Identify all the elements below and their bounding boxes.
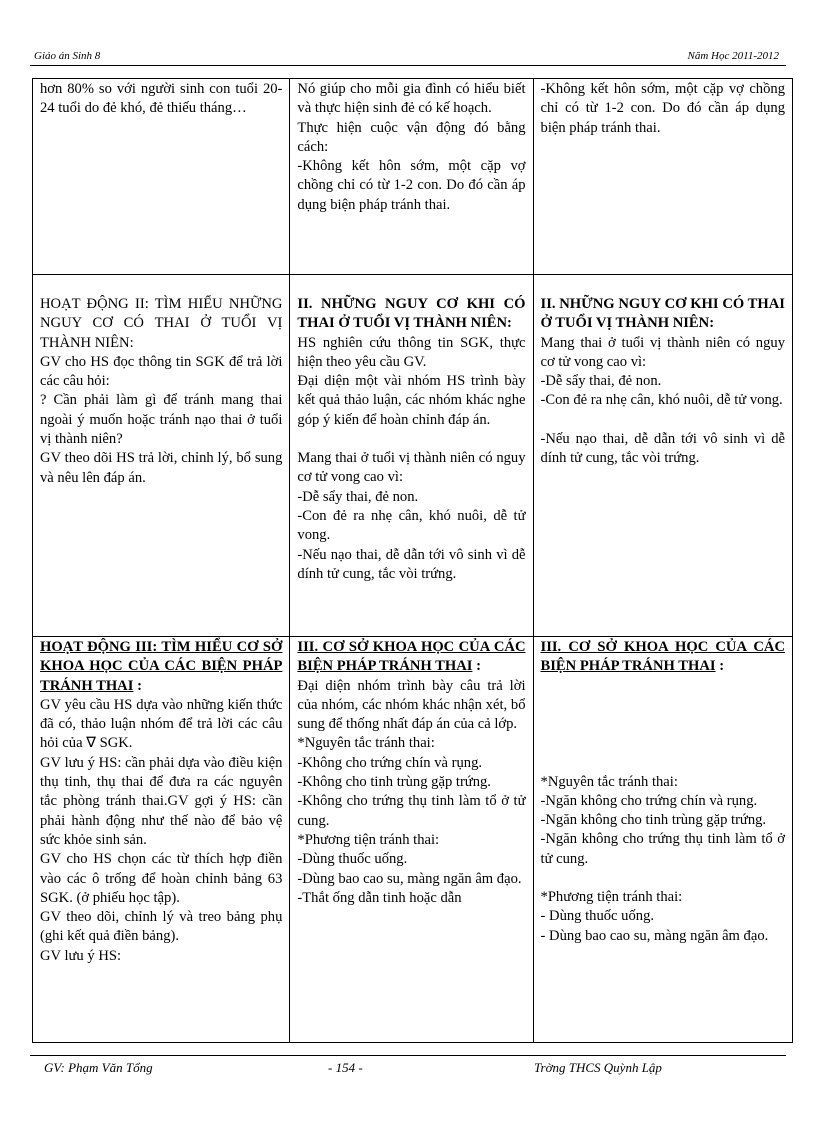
paragraph: GV lưu ý HS: — [40, 947, 122, 964]
paragraph: -Con đẻ ra nhẹ cân, khó nuôi, dễ tử vong. — [540, 392, 783, 409]
paragraph: -Không kết hôn sớm, một cặp vợ chồng chỉ có từ 1-2 con. Do đó cần áp dụng biện pháp tránh thai. — [297, 158, 526, 213]
paragraph: - Dùng thuốc uống. — [540, 908, 655, 925]
paragraph: -Dùng bao cao su, màng ngăn âm đạo. — [297, 870, 522, 887]
cell-student-activity — [290, 79, 533, 275]
footer-rule — [30, 1055, 786, 1056]
cell-student-activity — [290, 275, 533, 637]
section-heading-text: III. CƠ SỞ KHOA HỌC CỦA CÁC BIỆN PHÁP TRÁNH THAI — [540, 639, 785, 675]
paragraph: *Phương tiện tránh thai: — [540, 889, 683, 906]
cell-teacher-activity — [33, 637, 290, 1043]
paragraph: Mang thai ở tuổi vị thành niên có nguy cơ tử vong cao vì: — [540, 334, 785, 370]
paragraph: GV yêu cầu HS dựa vào những kiến thức đã có, thảo luận nhóm để trả lời các câu hỏi của ∇ SGK. — [40, 696, 283, 752]
section-heading — [541, 638, 785, 677]
paragraph: HS nghiên cứu thông tin SGK, thực hiện theo yêu cầu GV. — [297, 334, 526, 370]
footer-school: Trờng THCS Quỳnh Lập — [534, 1060, 662, 1075]
section-heading: II. NHỮNG NGUY CƠ KHI CÓ THAI Ở TUỔI VỊ THÀNH NIÊN: — [540, 296, 785, 332]
header-rule — [30, 65, 786, 66]
paragraph: Đại diện một vài nhóm HS trình bày kết quả thảo luận, các nhóm khác nghe góp ý kiến để hoàn chỉnh đáp án. — [297, 373, 526, 428]
paragraph: -Ngăn không cho tinh trùng gặp trứng. — [540, 812, 767, 829]
paragraph: -Nếu nạo thai, dễ dẫn tới vô sinh vì dễ dính tử cung, tắc vòi trứng. — [297, 546, 526, 582]
paragraph: -Con đẻ ra nhẹ cân, khó nuôi, dễ tử vong. — [297, 507, 526, 544]
paragraph: Đại diện nhóm trình bày câu trả lời của nhóm, các nhóm khác nhận xét, bổ sung để thống nhất đáp án của cả lớp. — [297, 677, 526, 733]
header-right: Năm Học 2011-2012 — [687, 50, 779, 62]
paragraph: -Không kết hôn sớm, một cặp vợ chồng chỉ có từ 1-2 con. Do đó cần áp dụng biện pháp tránh thai. — [540, 81, 785, 136]
table-row — [33, 275, 793, 637]
paragraph: GV lưu ý HS: cần phải dựa vào điều kiện thụ tinh, thụ thai để đưa ra các nguyên tắc phòng tránh thai.GV gợi ý HS: cần phải hành động như thế nào để bảo vệ sức khỏe sinh sản. — [40, 754, 283, 848]
paragraph: -Dùng thuốc uống. — [297, 851, 408, 868]
paragraph: -Ngăn không cho trứng chín và rụng. — [540, 792, 758, 809]
cell-student-activity — [290, 637, 533, 1043]
paragraph: -Thắt ống dẫn tinh hoặc dẫn — [297, 889, 462, 906]
paragraph: *Phương tiện tránh thai: — [297, 831, 440, 848]
paragraph: GV theo dõi, chỉnh lý và treo bảng phụ (ghi kết quả điền bảng). — [40, 909, 283, 945]
cell-teacher-activity — [33, 275, 290, 637]
section-heading-text: III. CƠ SỞ KHOA HỌC CỦA CÁC BIỆN PHÁP TRÁNH THAI — [297, 639, 526, 675]
paragraph: Nó giúp cho mỗi gia đình có hiểu biết và thực hiện sinh đẻ có kế hoạch. — [297, 81, 526, 117]
table-row — [33, 637, 793, 1043]
paragraph: -Dễ sẩy thai, đẻ non. — [540, 373, 662, 390]
cell-content — [533, 79, 792, 275]
activity-heading-text: HOẠT ĐỘNG III: TÌM HIỂU CƠ SỞ KHOA HỌC CỦA CÁC BIỆN PHÁP TRÁNH THAI — [40, 639, 283, 694]
paragraph: *Nguyên tắc tránh thai: — [540, 773, 678, 790]
cell-teacher-activity — [33, 79, 290, 275]
paragraph: GV cho HS đọc thông tin SGK để trả lời các câu hỏi: — [40, 353, 283, 390]
paragraph: Thực hiện cuộc vận động đó bằng cách: — [297, 119, 526, 155]
section-heading — [297, 638, 525, 677]
paragraph: -Không cho trứng thụ tinh làm tổ ở tử cung. — [297, 793, 526, 829]
paragraph: GV theo dõi HS trả lời, chỉnh lý, bổ sung và nêu lên đáp án. — [40, 450, 283, 486]
cell-content — [533, 637, 792, 1043]
activity-heading: HOẠT ĐỘNG II: TÌM HIỂU NHỮNG NGUY CƠ CÓ THAI Ở TUỔI VỊ THÀNH NIÊN: — [40, 296, 283, 351]
paragraph: ? Cần phải làm gì để tránh mang thai ngoài ý muốn hoặc tránh nạo thai ở tuổi vị thành niên? — [40, 392, 283, 448]
activity-heading — [40, 638, 282, 696]
paragraph: Mang thai ở tuổi vị thành niên có nguy cơ tử vong cao vì: — [297, 450, 526, 486]
section-heading: II. NHỮNG NGUY CƠ KHI CÓ THAI Ở TUỔI VỊ THÀNH NIÊN: — [297, 296, 526, 332]
paragraph: -Không cho tinh trùng gặp trứng. — [297, 774, 491, 791]
paragraph: *Nguyên tắc tránh thai: — [297, 735, 435, 752]
header-left: Giáo án Sinh 8 — [34, 50, 101, 62]
footer-teacher: GV: Phạm Văn Tổng — [44, 1060, 153, 1075]
lesson-table — [32, 78, 793, 1043]
footer-page-number: - 154 - — [328, 1060, 363, 1075]
paragraph: -Không cho trứng chín và rụng. — [297, 754, 483, 771]
cell-content — [533, 275, 792, 637]
paragraph: GV cho HS chọn các từ thích hợp điền vào các ô trống để hoàn chỉnh bảng 63 SGK. (ở phiếu học tập). — [40, 851, 283, 906]
heading-suffix: : — [137, 677, 142, 694]
paragraph: hơn 80% so với người sinh con tuổi 20-24 tuổi do đẻ khó, đẻ thiếu tháng… — [40, 81, 283, 117]
heading-suffix: : — [719, 658, 725, 675]
paragraph: -Dễ sẩy thai, đẻ non. — [297, 488, 419, 505]
paragraph: -Nếu nạo thai, dễ dẫn tới vô sinh vì dễ dính tử cung, tắc vòi trứng. — [540, 430, 785, 467]
paragraph: -Ngăn không cho trứng thụ tinh làm tổ ở tử cung. — [540, 831, 785, 867]
table-row — [33, 79, 793, 275]
heading-suffix: : — [476, 658, 481, 675]
paragraph: - Dùng bao cao su, màng ngăn âm đạo. — [540, 927, 769, 944]
